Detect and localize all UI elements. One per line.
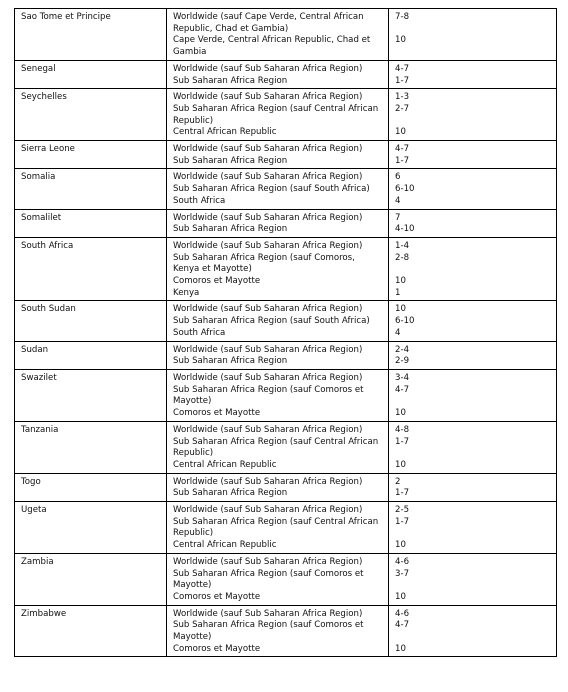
region-cell	[167, 369, 389, 421]
region-cell	[167, 473, 389, 501]
region-text: South Africa	[173, 195, 226, 206]
region-text: Comoros et Mayotte	[173, 643, 261, 654]
delivery-days-cell	[389, 341, 557, 369]
country-name: Swazilet	[21, 372, 57, 383]
delivery-days-cell	[389, 473, 557, 501]
delivery-days-value: 4-8	[395, 424, 410, 435]
region-text: Worldwide (sauf Sub Saharan Africa Region)	[173, 212, 363, 223]
region-text: Worldwide (sauf Sub Saharan Africa Region)	[173, 424, 363, 435]
delivery-days-value: 6-10	[395, 316, 415, 327]
region-text: Sub Saharan Africa Region (sauf Comoros et Mayotte)	[173, 568, 364, 591]
region-cell	[167, 553, 389, 605]
delivery-days-cell	[389, 169, 557, 209]
table-row	[15, 421, 557, 473]
delivery-days-cell	[389, 605, 557, 657]
country-cell	[15, 209, 167, 237]
table-row	[15, 502, 557, 554]
delivery-days-value: 1-7	[395, 516, 410, 527]
country-name: Sudan	[21, 344, 49, 355]
delivery-days-value: 2	[395, 476, 401, 487]
country-name: Somalilet	[21, 212, 62, 223]
region-text: South Africa	[173, 327, 226, 338]
region-cell	[167, 169, 389, 209]
country-name: Tanzania	[21, 424, 59, 435]
region-text: Comoros et Mayotte	[173, 276, 261, 287]
delivery-days-value: 7	[395, 212, 401, 223]
delivery-days-value: 4-7	[395, 144, 410, 155]
region-text: Sub Saharan Africa Region (sauf Comoros et Mayotte)	[173, 620, 364, 643]
delivery-days-value: 1	[395, 287, 401, 298]
country-name: Senegal	[21, 63, 56, 74]
region-text: Central African Republic	[173, 459, 277, 470]
region-text: Worldwide (sauf Sub Saharan Africa Region)	[173, 63, 363, 74]
delivery-days-value: 1-3	[395, 92, 410, 103]
delivery-days-value: 7-8	[395, 12, 410, 22]
region-text: Sub Saharan Africa Region (sauf South Africa)	[173, 316, 370, 327]
region-text: Worldwide (sauf Sub Saharan Africa Region)	[173, 144, 363, 155]
country-name: South Africa	[21, 240, 74, 251]
delivery-days-value: 2-9	[395, 356, 410, 367]
delivery-days-value: 10	[395, 127, 406, 138]
region-text: Central African Republic	[173, 127, 277, 138]
region-text: Sub Saharan Africa Region	[173, 75, 288, 86]
delivery-days-cell	[389, 9, 557, 61]
region-text: Sub Saharan Africa Region	[173, 356, 288, 367]
country-cell	[15, 9, 167, 61]
region-cell	[167, 141, 389, 169]
delivery-days-value: 10	[395, 408, 406, 419]
region-text: Sub Saharan Africa Region	[173, 488, 288, 499]
country-cell	[15, 553, 167, 605]
delivery-days-value: 1-7	[395, 75, 410, 86]
region-text: Comoros et Mayotte	[173, 591, 261, 602]
region-text: Worldwide (sauf Sub Saharan Africa Region)	[173, 240, 363, 251]
delivery-days-cell	[389, 502, 557, 554]
region-text: Worldwide (sauf Sub Saharan Africa Region)	[173, 92, 363, 103]
region-cell	[167, 605, 389, 657]
country-cell	[15, 421, 167, 473]
region-text: Sub Saharan Africa Region (sauf Central African Republic)	[173, 516, 379, 539]
delivery-days-value: 4	[395, 327, 401, 338]
country-cell	[15, 141, 167, 169]
table-row	[15, 301, 557, 341]
delivery-days-value: 10	[395, 591, 406, 602]
delivery-days-value: 4-6	[395, 608, 410, 619]
country-name: Somalia	[21, 172, 56, 183]
delivery-days-cell	[389, 369, 557, 421]
delivery-days-value: 3-4	[395, 372, 410, 383]
region-text: Sub Saharan Africa Region (sauf Comoros, Kenya et Mayotte)	[173, 252, 355, 275]
delivery-days-cell	[389, 237, 557, 301]
country-name: Ugeta	[21, 505, 47, 516]
region-text: Worldwide (sauf Sub Saharan Africa Region)	[173, 344, 363, 355]
delivery-days-cell	[389, 209, 557, 237]
delivery-days-value: 10	[395, 643, 406, 654]
delivery-days-value: 2-7	[395, 103, 410, 114]
delivery-days-value: 10	[395, 35, 406, 46]
country-cell	[15, 473, 167, 501]
country-cell	[15, 89, 167, 141]
table-row	[15, 60, 557, 88]
delivery-days-value: 10	[395, 304, 406, 315]
region-text: Central African Republic	[173, 540, 277, 551]
table-row	[15, 141, 557, 169]
country-name: Sao Tome et Principe	[21, 12, 111, 22]
country-name: Sierra Leone	[21, 144, 75, 155]
delivery-days-value: 1-7	[395, 436, 410, 447]
region-text: Sub Saharan Africa Region (sauf South Africa)	[173, 184, 370, 195]
country-name: Togo	[21, 476, 41, 487]
region-cell	[167, 237, 389, 301]
table-row	[15, 89, 557, 141]
delivery-days-cell	[389, 141, 557, 169]
table-row	[15, 605, 557, 657]
region-text: Sub Saharan Africa Region	[173, 224, 288, 235]
delivery-days-value: 2-8	[395, 252, 410, 263]
region-text: Kenya	[173, 287, 200, 298]
region-text: Sub Saharan Africa Region	[173, 155, 288, 166]
table-row	[15, 369, 557, 421]
delivery-days-value: 4-7	[395, 620, 410, 631]
region-text: Cape Verde, Central African Republic, Chad et Gambia	[173, 35, 371, 58]
table-row	[15, 553, 557, 605]
delivery-days-cell	[389, 421, 557, 473]
region-cell	[167, 9, 389, 61]
delivery-days-value: 2-5	[395, 505, 410, 516]
country-cell	[15, 605, 167, 657]
region-text: Comoros et Mayotte	[173, 408, 261, 419]
delivery-days-cell	[389, 60, 557, 88]
region-cell	[167, 89, 389, 141]
delivery-days-cell	[389, 89, 557, 141]
country-name: Zambia	[21, 556, 54, 567]
region-cell	[167, 341, 389, 369]
region-cell	[167, 209, 389, 237]
country-cell	[15, 237, 167, 301]
country-cell	[15, 169, 167, 209]
region-text: Worldwide (sauf Sub Saharan Africa Region)	[173, 372, 363, 383]
region-text: Sub Saharan Africa Region (sauf Central African Republic)	[173, 436, 379, 459]
region-text: Sub Saharan Africa Region (sauf Central African Republic)	[173, 103, 379, 126]
country-cell	[15, 60, 167, 88]
region-text: Sub Saharan Africa Region (sauf Comoros et Mayotte)	[173, 384, 364, 407]
region-text: Worldwide (sauf Sub Saharan Africa Region)	[173, 476, 363, 487]
delivery-days-cell	[389, 553, 557, 605]
shipping-times-table	[14, 8, 557, 657]
country-cell	[15, 502, 167, 554]
region-cell	[167, 421, 389, 473]
region-cell	[167, 502, 389, 554]
table-row	[15, 169, 557, 209]
region-text: Worldwide (sauf Sub Saharan Africa Region)	[173, 608, 363, 619]
delivery-days-value: 10	[395, 459, 406, 470]
delivery-days-value: 4-6	[395, 556, 410, 567]
region-text: Worldwide (sauf Sub Saharan Africa Region)	[173, 556, 363, 567]
region-text: Worldwide (sauf Cape Verde, Central African Republic, Chad et Gambia)	[173, 12, 364, 34]
delivery-days-value: 1-7	[395, 155, 410, 166]
shipping-times-table-container	[14, 8, 556, 657]
table-row	[15, 209, 557, 237]
region-text: Worldwide (sauf Sub Saharan Africa Region)	[173, 304, 363, 315]
delivery-days-value: 4-10	[395, 224, 415, 235]
country-cell	[15, 301, 167, 341]
table-row	[15, 341, 557, 369]
country-cell	[15, 341, 167, 369]
delivery-days-cell	[389, 301, 557, 341]
country-name: Seychelles	[21, 92, 67, 103]
region-text: Worldwide (sauf Sub Saharan Africa Region)	[173, 172, 363, 183]
delivery-days-value: 10	[395, 540, 406, 551]
region-cell	[167, 60, 389, 88]
delivery-days-value: 3-7	[395, 568, 410, 579]
delivery-days-value: 1-7	[395, 488, 410, 499]
table-row	[15, 9, 557, 61]
delivery-days-value: 6-10	[395, 184, 415, 195]
country-name: South Sudan	[21, 304, 76, 315]
table-body	[15, 9, 557, 657]
delivery-days-value: 2-4	[395, 344, 410, 355]
delivery-days-value: 4-7	[395, 384, 410, 395]
region-text: Worldwide (sauf Sub Saharan Africa Region)	[173, 505, 363, 516]
country-name: Zimbabwe	[21, 608, 67, 619]
delivery-days-value: 10	[395, 276, 406, 287]
delivery-days-value: 4-7	[395, 63, 410, 74]
delivery-days-value: 6	[395, 172, 401, 183]
region-cell	[167, 301, 389, 341]
table-row	[15, 237, 557, 301]
table-row	[15, 473, 557, 501]
delivery-days-value: 4	[395, 195, 401, 206]
country-cell	[15, 369, 167, 421]
delivery-days-value: 1-4	[395, 240, 410, 251]
